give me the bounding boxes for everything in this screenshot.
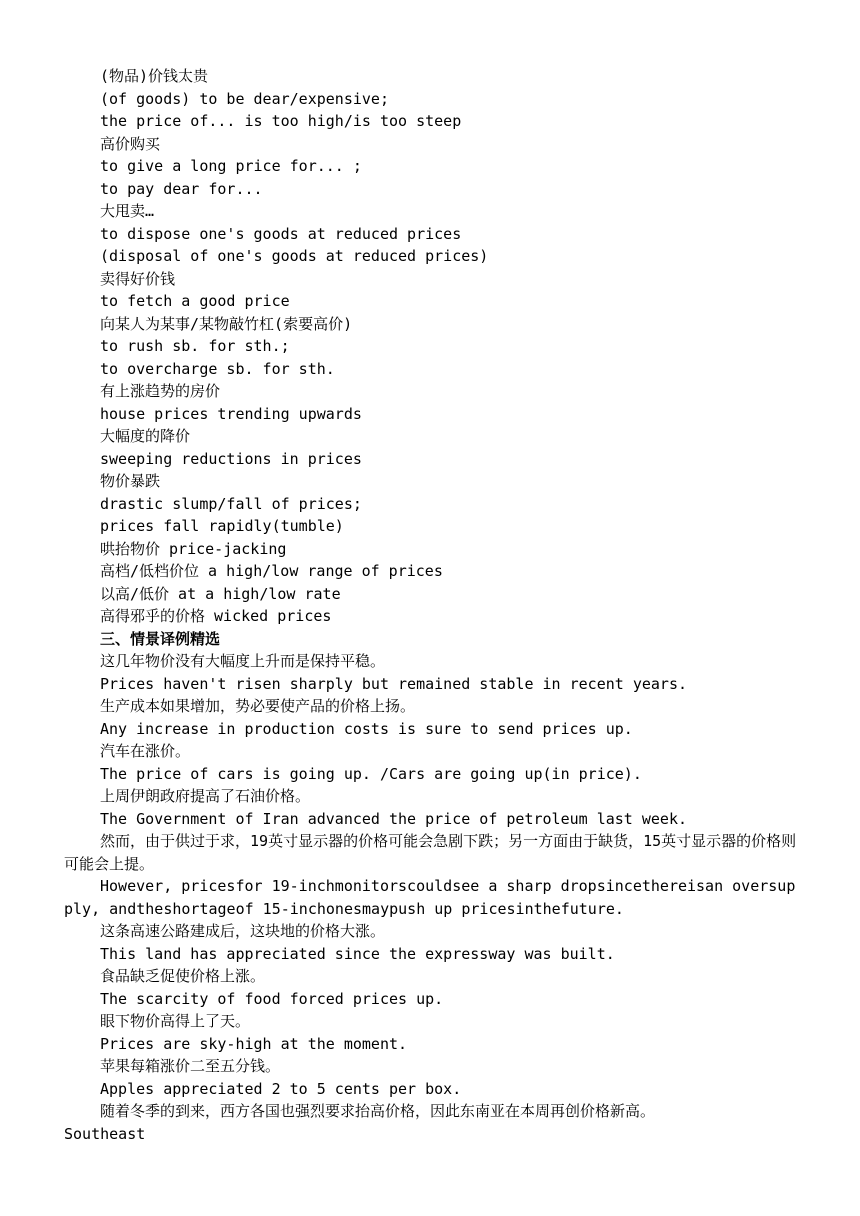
text-line: 高得邪乎的价格 wicked prices: [100, 607, 332, 625]
text-line: Southeast: [64, 1124, 146, 1143]
text-line: to dispose one's goods at reduced prices: [100, 224, 462, 243]
text-line: The scarcity of food forced prices up.: [100, 989, 444, 1008]
text-line: 这条高速公路建成后，这块地的价格大涨。: [100, 922, 386, 940]
text-line: 这几年物价没有大幅度上升而是保持平稳。: [100, 652, 386, 670]
text-line: 生产成本如果增加，势必要使产品的价格上扬。: [100, 697, 416, 715]
text-line: to pay dear for...: [100, 179, 263, 198]
text-line: 眼下物价高得上了天。: [100, 1012, 251, 1030]
text-line: sweeping reductions in prices: [100, 449, 362, 468]
text-line: Prices are sky-high at the moment.: [100, 1034, 408, 1053]
text-line: 大甩卖…: [100, 202, 155, 220]
text-line: 向某人为某事/某物敲竹杠(索要高价): [100, 314, 353, 333]
text-line: 哄抬物价 price-jacking: [100, 539, 287, 558]
text-line: 苹果每箱涨价二至五分钱。: [100, 1057, 281, 1075]
text-line: 卖得好价钱: [100, 269, 176, 288]
text-line: (disposal of one's goods at reduced prices): [100, 247, 489, 265]
paragraph-cn: 然而，由于供过于求，19英寸显示器的价格可能会急剧下跌；另一方面由于缺货，15英寸显示器的价格则可能会上提。: [64, 832, 797, 873]
text-line: prices fall rapidly(tumble): [100, 517, 344, 535]
text-line: The Government of Iran advanced the price of petroleum last week.: [100, 809, 687, 828]
text-line: Prices haven't risen sharply but remained stable in recent years.: [100, 674, 687, 693]
text-line: 随着冬季的到来，西方各国也强烈要求抬高价格，因此东南亚在本周再创价格新高。: [100, 1102, 656, 1120]
text-line: 上周伊朗政府提高了石油价格。: [100, 787, 311, 805]
text-line: 食品缺乏促使价格上涨。: [100, 967, 266, 985]
text-line: 汽车在涨价。: [100, 742, 191, 760]
text-line: 高价购买: [100, 134, 161, 153]
text-line: drastic slump/fall of prices;: [100, 494, 362, 513]
document-body: [64, 65, 800, 1145]
text-line: 以高/低价 at a high/low rate: [100, 584, 341, 603]
text-line: 物价暴跌: [100, 472, 161, 490]
text-line: 大幅度的降价: [100, 427, 191, 445]
text-line: (of goods) to be dear/expensive;: [100, 89, 389, 108]
section-heading: 三、情景译例精选: [100, 629, 221, 648]
text-line: Any increase in production costs is sure to send prices up.: [100, 719, 633, 738]
text-line: house prices trending upwards: [100, 404, 362, 423]
example-list: [64, 650, 800, 1145]
text-line: 有上涨趋势的房价: [100, 382, 221, 400]
text-line: 高档/低档价位 a high/low range of prices: [100, 562, 443, 580]
text-line: the price of... is too high/is too steep: [100, 112, 462, 130]
text-line: to overcharge sb. for sth.: [100, 359, 335, 378]
text-line: to fetch a good price: [100, 292, 290, 310]
text-line: to give a long price for... ;: [100, 157, 362, 175]
paragraph-en: However, pricesfor 19-inchmonitorscouldsee a sharp dropsincethereisan oversupply, andtheshortageof 15-inchonesmaypush up pricesinthefuture.: [64, 877, 796, 918]
text-line: The price of cars is going up. /Cars are going up(in price).: [100, 764, 642, 783]
phrase-list: [64, 65, 800, 628]
text-line: This land has appreciated since the expressway was built.: [100, 944, 615, 963]
text-line: to rush sb. for sth.;: [100, 337, 290, 355]
text-line: Apples appreciated 2 to 5 cents per box.: [100, 1079, 462, 1098]
text-line: (物品)价钱太贵: [100, 67, 209, 85]
